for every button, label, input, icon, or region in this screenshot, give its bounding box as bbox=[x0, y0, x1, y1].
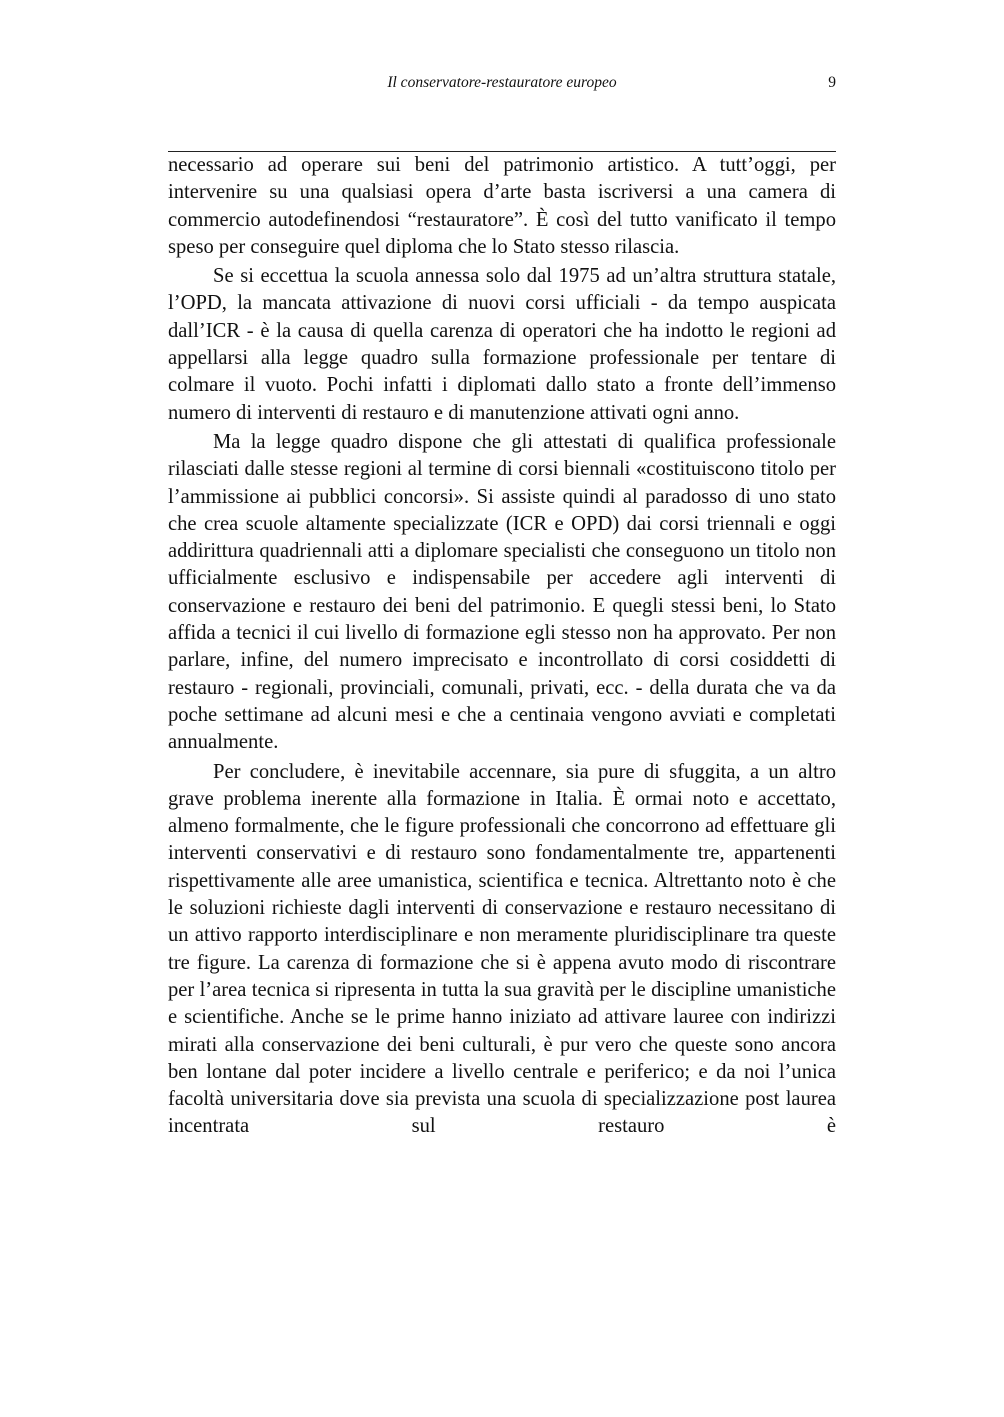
paragraph: Ma la legge quadro dispone che gli attestati di qualifica professionale rilasciati dalle stesse regioni al termine di corsi biennali «costituiscono titolo per l’ammissione ai pubblici concorsi». Si assiste quindi al paradosso di uno stato che crea scuole altamente specializzate (ICR e OPD) dai corsi triennali e oggi addirittura quadriennali atti a diplomare specialisti che conseguono un titolo non ufficialmente esclusivo e indispensabile per accedere agli interventi di conservazione e restauro dei beni del patrimonio. E quegli stessi beni, lo Stato affida a tecnici il cui livello di formazione egli stesso non ha approvato. Per non parlare, infine, del numero imprecisato e incontrollato di corsi cosiddetti di restauro - regionali, provinciali, comunali, privati, ecc. - della durata che va da poche settimane ad alcuni mesi e che a centinaia vengono avviati e completati annualmente. bbox=[168, 430, 836, 754]
body-text bbox=[168, 152, 836, 1143]
paragraph-continuation: necessario ad operare sui beni del patrimonio artistico. A tutt’oggi, per intervenire su una qualsiasi opera d’arte basta iscriversi a una camera di commercio autodefinendosi “restauratore”. È così del tutto vanificato il tempo speso per conseguire quel diploma che lo Stato stesso rilascia. bbox=[168, 154, 836, 258]
paragraph: Per concludere, è inevitabile accennare, sia pure di sfuggita, a un altro grave problema inerente alla formazione in Italia. È ormai noto e accettato, almeno formalmente, che le figure professionali che concorrono ad effettuare gli interventi conservativi e di restauro sono fondamentalmente tre, appartenenti rispettivamente alle aree umanistica, scientifica e tecnica. Altrettanto noto è che le soluzioni richieste dagli interventi di conservazione e restauro necessitano di un attivo rapporto interdisciplinare e non meramente pluridisciplinare tra queste tre figure. La carenza di formazione che si è appena avuto modo di riscontrare per l’area tecnica si ripresenta in tutta la sua gravità per le discipline umanistiche e scientifiche. Anche se le prime hanno iniziato ad attivare lauree con indirizzi mirati alla conservazione dei beni culturali, è pur vero che queste sono ancora ben lontane dal poter incidere a livello centrale e periferico; e da noi l’unica facoltà universitaria dove sia prevista una scuola di specializzazione post laurea incentrata sul restauro è bbox=[168, 760, 836, 1138]
running-title: Il conservatore-restauratore europeo bbox=[387, 74, 617, 91]
page-number: 9 bbox=[828, 74, 836, 91]
running-header bbox=[168, 74, 836, 100]
paragraph: Se si eccettua la scuola annessa solo dal 1975 ad un’altra struttura statale, l’OPD, la mancata attivazione di nuovi corsi ufficiali - da tempo auspicata dall’ICR - è la causa di quella carenza di operatori che ha indotto le regioni ad appellarsi alla legge quadro sulla formazione professionale per tentare di colmare il vuoto. Pochi infatti i diplomati dallo stato a fronte dell’immenso numero di interventi di restauro e di manutenzione attivati ogni anno. bbox=[168, 265, 836, 424]
